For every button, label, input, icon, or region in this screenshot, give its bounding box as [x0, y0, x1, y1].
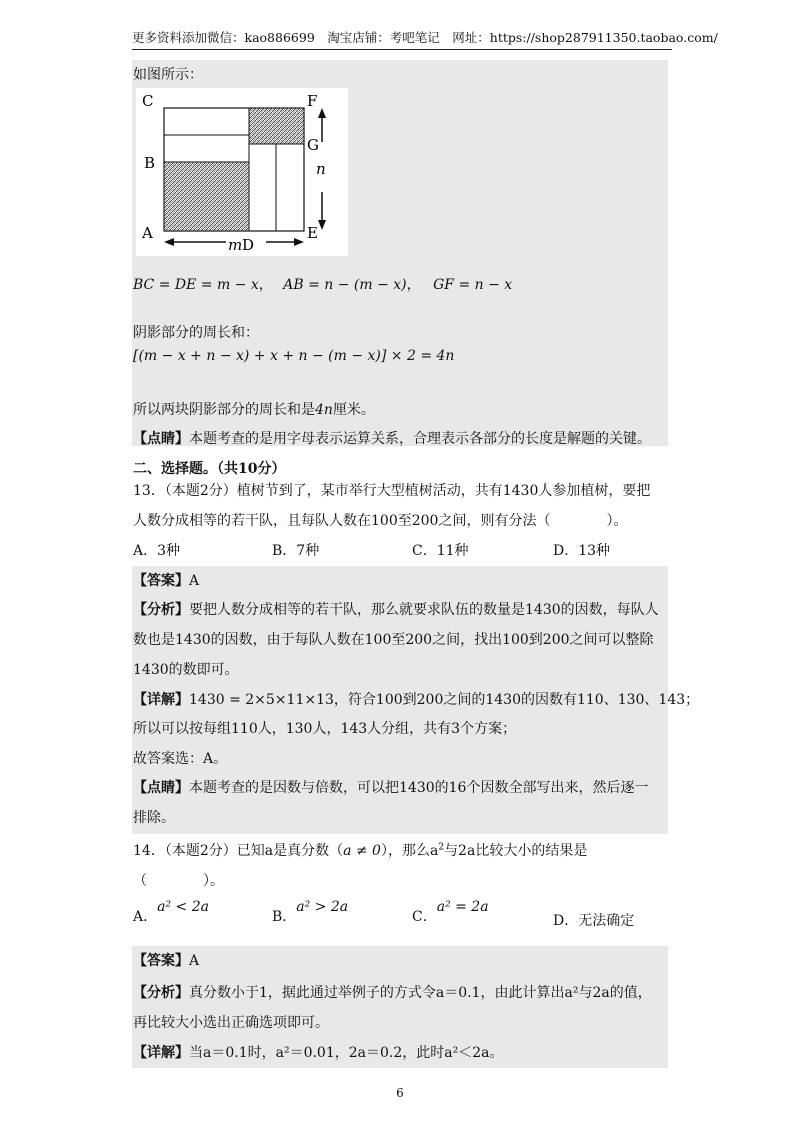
q14-line-2: （ ）。 — [133, 873, 224, 889]
separator: ， — [258, 277, 273, 293]
q14-line-1 — [133, 840, 587, 860]
q13-analysis-3: 1430的数即可。 — [133, 662, 239, 678]
label-G: G — [307, 136, 319, 154]
analysis-tag: 【分析】 — [133, 985, 189, 1001]
tip-tag: 【点睛】 — [133, 780, 189, 796]
q13-analysis-1 — [133, 599, 659, 619]
detail-tag: 【详解】 — [133, 692, 189, 708]
q14-text-c: 与2a比较大小的结果是 — [444, 843, 588, 859]
q14-option-a — [133, 899, 209, 926]
equation-bc-de: BC = DE = m − x — [133, 277, 259, 293]
label-D: D — [242, 236, 255, 254]
q13-analysis-2: 数也是1430的因数，由于每队人数在100至200之间，找出100到200之间可以整除 — [133, 632, 654, 648]
shaded-square-left — [164, 162, 249, 231]
equation-ab: AB = n − (m − x) — [283, 277, 407, 293]
tip-tag: 【点睛】 — [133, 431, 189, 447]
option-letter: B． — [272, 909, 297, 925]
factorization: 1430 = 2×5×11×13 — [189, 692, 334, 708]
q13-option-d: D．13种 — [553, 543, 611, 559]
conclusion-suffix: 厘米。 — [332, 402, 375, 418]
q13-tip-1 — [133, 777, 648, 797]
q14-answer — [133, 950, 199, 970]
q14-option-d — [553, 910, 634, 930]
equations-row — [133, 274, 512, 294]
option-expr: a² > 2a — [296, 899, 349, 915]
option-expr: a² < 2a — [157, 899, 209, 915]
option-letter: C． — [412, 909, 437, 925]
analysis-text: 真分数小于1，据此通过举例子的方式令a＝0.1，由此计算出a²与2a的值， — [189, 985, 652, 1001]
q13-detail-3: 故答案选：A。 — [133, 751, 228, 767]
q13-option-a: A．3种 — [133, 543, 181, 559]
conclusion — [133, 399, 375, 419]
q13-line-2: 人数分成相等的若干队，且每队人数在100至200之间，则有分法（ ）。 — [133, 513, 628, 529]
option-letter: D． — [553, 913, 579, 929]
label-F: F — [307, 92, 318, 110]
label-C: C — [142, 92, 154, 110]
q13-option-b: B．7种 — [272, 543, 320, 559]
tip-text: 本题考查的是用字母表示运算关系，合理表示各部分的长度是解题的关键。 — [189, 431, 651, 447]
detail-tag: 【详解】 — [133, 1045, 189, 1061]
q14-option-b — [272, 899, 349, 926]
tip-text: 本题考查的是因数与倍数，可以把1430的16个因数全部写出来，然后逐一 — [189, 780, 649, 796]
perimeter-equation: [(m − x + n − x) + x + n − (m − x)] × 2 = 4n — [133, 348, 455, 364]
label-m: m — [228, 236, 243, 254]
option-expr: a² = 2a — [436, 899, 489, 915]
conclusion-prefix: 所以两块阴影部分的周长和是 — [133, 402, 315, 418]
answer-value: A — [189, 953, 200, 969]
option-letter: A． — [133, 909, 158, 925]
analysis-tag: 【分析】 — [133, 602, 189, 618]
q14-text-b: ），那么a — [380, 843, 439, 859]
rectangle-figure — [136, 88, 348, 256]
q13-tip-2: 排除。 — [133, 810, 175, 826]
label-A: A — [142, 224, 153, 242]
tip-1 — [133, 428, 651, 448]
option-expr: 无法确定 — [578, 913, 635, 929]
q13-line-1: 13．（本题2分）植树节到了，某市举行大型植树活动，共有1430人参加植树，要把 — [133, 483, 651, 499]
detail-text: 当a＝0.1时，a²＝0.01，2a＝0.2，此时a²＜2a。 — [189, 1045, 504, 1061]
q14-superscript: 2 — [438, 842, 445, 853]
q13-detail-1 — [133, 689, 699, 709]
q13-option-c: C．11种 — [412, 543, 469, 559]
perimeter-label: 阴影部分的周长和： — [133, 325, 259, 341]
q14-text-a: 14．（本题2分）已知a是真分数（ — [133, 843, 344, 859]
q14-condition: a ≠ 0 — [343, 843, 381, 859]
label-B: B — [144, 154, 156, 172]
q14-analysis-2: 再比较大小选出正确选项即可。 — [133, 1015, 329, 1031]
answer-value: A — [189, 573, 200, 589]
conclusion-value: 4n — [315, 402, 333, 418]
label-n: n — [316, 160, 326, 178]
detail-text: ，符合100到200之间的1430的因数有110、130、143； — [333, 692, 700, 708]
equation-gf: GF = n − x — [433, 277, 513, 293]
shaded-rect-top-right — [249, 108, 304, 144]
intro-text: 如图所示： — [133, 67, 203, 83]
q14-analysis-1 — [133, 982, 652, 1002]
separator: ， — [406, 277, 421, 293]
page-number: 6 — [396, 1086, 404, 1100]
q14-option-c — [412, 899, 489, 926]
q14-detail-1 — [133, 1042, 503, 1062]
answer-tag: 【答案】 — [133, 573, 189, 589]
section-title: 二、选择题。（共10分） — [133, 461, 286, 477]
label-E: E — [307, 224, 318, 242]
q13-detail-2: 所以可以按每组110人，130人，143人分组，共有3个方案； — [133, 721, 517, 737]
page-header: 更多资料添加微信：kao886699 淘宝店铺：考吧笔记 网址：https://shop287911350.taobao.com/ — [132, 28, 672, 50]
analysis-text: 要把人数分成相等的若干队，那么就要求队伍的数量是1430的因数，每队人 — [189, 602, 659, 618]
answer-tag: 【答案】 — [133, 953, 189, 969]
q13-answer — [133, 570, 199, 590]
